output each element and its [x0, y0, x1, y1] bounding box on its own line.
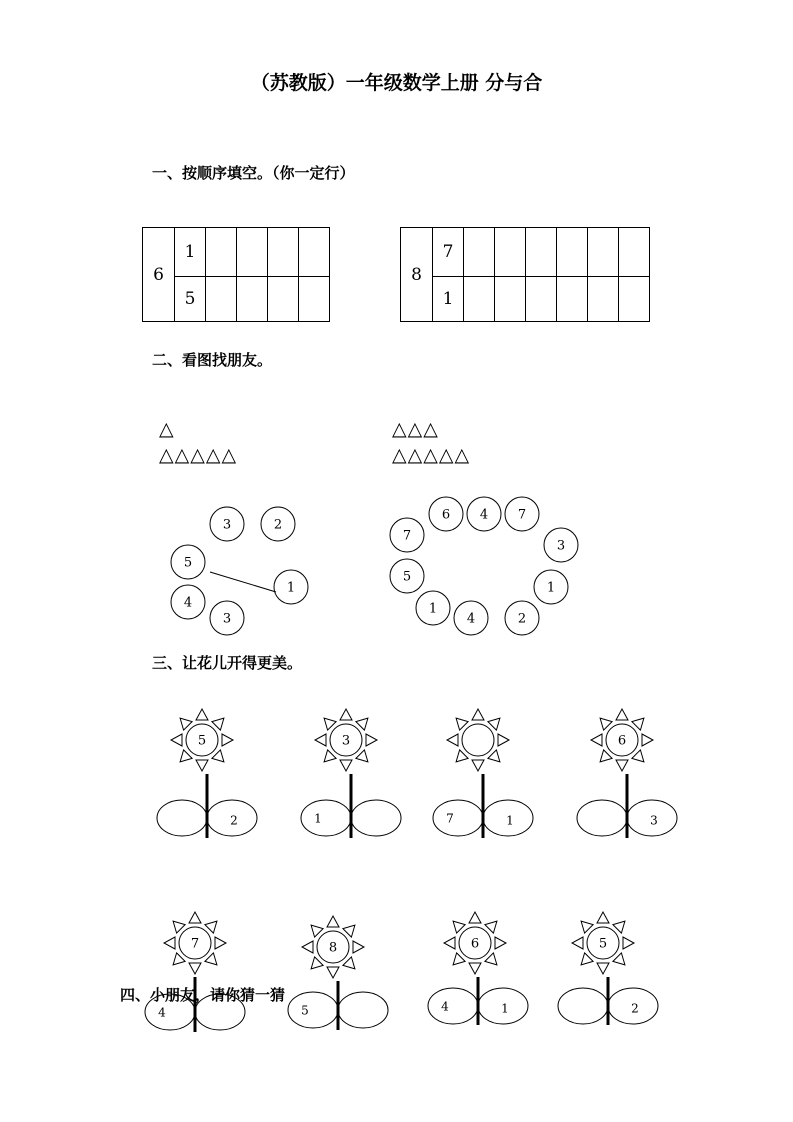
flower-right-label: 2 [230, 813, 238, 828]
number-circle-label: 5 [402, 569, 412, 585]
flower-petal [600, 750, 612, 762]
flower [428, 912, 528, 1025]
section-1-heading: 一、按顺序填空。（你一定行） [152, 164, 355, 182]
flower-petal [632, 718, 644, 730]
flower [558, 912, 658, 1025]
flower-leaf-left[interactable] [301, 800, 351, 836]
table-cell[interactable]: 1 [433, 277, 464, 322]
flower-petal [205, 921, 217, 933]
flower-petal [488, 718, 500, 730]
table-total-cell: 6 [143, 228, 175, 322]
flower [157, 709, 257, 838]
flower [301, 709, 401, 838]
number-circle-label: 3 [222, 517, 232, 533]
number-circle-label: 2 [273, 517, 283, 533]
flower-petal [180, 750, 192, 762]
triangle-row: △△△△△ [159, 444, 238, 466]
flower-leaf-right[interactable] [338, 992, 388, 1028]
number-circle-label: 7 [517, 507, 527, 523]
flower-petal [456, 718, 468, 730]
flower-petal [189, 963, 201, 974]
flower-petal [444, 937, 455, 949]
flower-petal [597, 963, 609, 974]
flower-petal [212, 718, 224, 730]
flower-petal [212, 750, 224, 762]
flower-center[interactable] [462, 724, 494, 756]
flower-petal [472, 760, 484, 771]
flower-petal [495, 937, 506, 949]
flower-leaf-left[interactable] [288, 992, 338, 1028]
flower-right-label: 2 [631, 1001, 639, 1016]
flower-petal [469, 963, 481, 974]
number-circle-label: 4 [183, 595, 193, 611]
flower-petal [302, 941, 313, 953]
number-circle-label: 1 [546, 580, 556, 596]
flower-petal [327, 967, 339, 978]
flower-petal [472, 709, 484, 720]
flower-petal [173, 953, 185, 965]
flower-leaf-left[interactable] [577, 800, 627, 836]
flower-petal [324, 718, 336, 730]
flower-right-label: 1 [506, 813, 514, 828]
flower-left-label: 5 [301, 1003, 309, 1018]
flower-petal [453, 921, 465, 933]
flower-petal [572, 937, 583, 949]
flower-petal [343, 957, 355, 969]
flower-petal [453, 953, 465, 965]
flower-center-label: 8 [328, 940, 338, 956]
number-circle-label: 7 [402, 528, 412, 544]
flower-center-label: 7 [190, 936, 200, 952]
flower-petal [215, 937, 226, 949]
page-title: （苏教版）一年级数学上册 分与合 [250, 72, 543, 94]
table-cell[interactable]: 7 [433, 228, 464, 277]
flower-petal [173, 921, 185, 933]
flower-petal [327, 916, 339, 927]
flower-petal [366, 734, 377, 746]
flower [577, 709, 677, 838]
matching-line [210, 572, 276, 592]
flower-left-label: 4 [158, 1005, 166, 1020]
number-circle-label: 4 [479, 507, 489, 523]
flower-center-label: 5 [598, 936, 608, 952]
flower-petal [311, 925, 323, 937]
number-circle-label: 3 [556, 538, 566, 554]
flower-petal [616, 709, 628, 720]
flower-petal [222, 734, 233, 746]
flower-petal [180, 718, 192, 730]
flower-petal [616, 760, 628, 771]
flower-petal [485, 953, 497, 965]
section-3-heading: 三、让花儿开得更美。 [152, 654, 303, 672]
flower-left-label: 1 [314, 811, 322, 826]
flower-petal [642, 734, 653, 746]
table-cell[interactable]: 1 [175, 228, 206, 277]
flower-petal [581, 953, 593, 965]
flower-petal [613, 953, 625, 965]
flower [145, 912, 245, 1032]
triangle-row: △△△△△ [392, 444, 471, 466]
section-4-heading: 四、小朋友，请你猜一猜 [120, 986, 286, 1004]
flower-petal [353, 941, 364, 953]
flower-right-label: 1 [501, 1001, 509, 1016]
flower-leaf-left[interactable] [157, 800, 207, 836]
flower-petal [356, 750, 368, 762]
flower-petal [196, 760, 208, 771]
number-circle-label: 2 [517, 611, 527, 627]
table-cell[interactable]: 5 [175, 277, 206, 322]
number-circle-label: 1 [286, 580, 296, 596]
flower-petal [600, 718, 612, 730]
number-circle-label: 5 [183, 555, 193, 571]
flower-center-label: 3 [341, 733, 351, 749]
flower-petal [343, 925, 355, 937]
flower-petal [581, 921, 593, 933]
flower-left-label: 4 [441, 999, 449, 1014]
flower-petal [311, 957, 323, 969]
flower-left-label: 7 [446, 811, 454, 826]
table-total-cell: 8 [401, 228, 433, 322]
flower-petal [597, 912, 609, 923]
flower-petal [340, 760, 352, 771]
flower-petal [356, 718, 368, 730]
flower-leaf-left[interactable] [433, 800, 483, 836]
flower-petal [613, 921, 625, 933]
flower-petal [324, 750, 336, 762]
flower-petal [469, 912, 481, 923]
flower-right-label: 3 [650, 813, 658, 828]
flower-leaf-left[interactable] [428, 988, 478, 1024]
flower-leaf-right[interactable] [351, 800, 401, 836]
flower-petal [196, 709, 208, 720]
flower-petal [623, 937, 634, 949]
flower-petal [171, 734, 182, 746]
section-2-heading: 二、看图找朋友。 [152, 351, 273, 369]
flower-petal [189, 912, 201, 923]
flower-petal [315, 734, 326, 746]
flower-petal [340, 709, 352, 720]
flower-petal [498, 734, 509, 746]
flower-center-label: 6 [617, 733, 627, 749]
flower-center-label: 6 [470, 936, 480, 952]
flower-petal [485, 921, 497, 933]
flower-petal [164, 937, 175, 949]
triangle-row: △ [159, 418, 175, 440]
number-circle-label: 3 [222, 611, 232, 627]
triangle-row: △△△ [392, 418, 439, 440]
flower-petal [591, 734, 602, 746]
flower [288, 916, 388, 1030]
number-circle-label: 1 [428, 601, 438, 617]
flower-petal [205, 953, 217, 965]
flower-petal [447, 734, 458, 746]
number-circles [171, 497, 578, 635]
flower-petal [456, 750, 468, 762]
number-circle-label: 4 [466, 611, 476, 627]
flower-petal [488, 750, 500, 762]
number-circle-label: 6 [441, 507, 451, 523]
flower-leaf-left[interactable] [558, 988, 608, 1024]
flower-petal [632, 750, 644, 762]
flower [433, 709, 533, 838]
flower-center-label: 5 [197, 733, 207, 749]
